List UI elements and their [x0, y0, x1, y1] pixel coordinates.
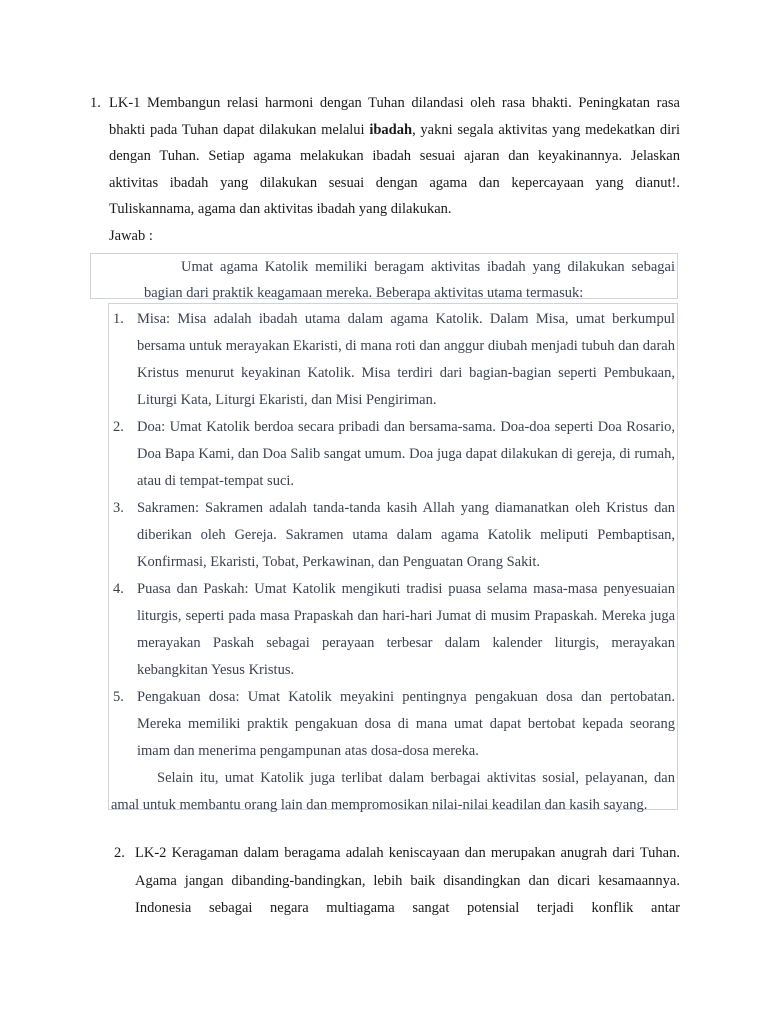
answer-intro-box: [90, 253, 678, 299]
answer-item-number: 4.: [113, 581, 124, 597]
answer-item-number: 2.: [113, 419, 124, 435]
answer-list: [113, 306, 675, 765]
answer-item-text: Puasa dan Paskah: Umat Katolik mengikuti tradisi puasa selama masa-masa penyesuaian liturgis, seperti pada masa Prapaskah dan hari-hari Jumat di musim Prapaskah. Mereka juga merayakan Paskah sebagai perayaan terbesar dalam kalender liturgis, merayakan kebangkitan Yesus Kristus.: [137, 581, 675, 678]
answer-list-item: [113, 306, 675, 414]
question-1-text-part2: , yakni segala aktivitas yang medekatkan diri dengan Tuhan. Setiap agama melakukan ibadah sesuai ajaran dan keyakinannya. Jelaskan aktivitas ibadah yang dilakukan sesuai dengan agama dan kepercayaan yang dianut!. Tuliskannama, agama dan aktivitas ibadah yang dilakukan.: [109, 121, 680, 217]
answer-closing-paragraph: Selain itu, umat Katolik juga terlibat dalam berbagai aktivitas sosial, pelayanan, dan amal untuk membantu orang lain dan mempromosikan nilai-nilai keadilan dan kasih sayang.: [111, 770, 675, 813]
question-2: [114, 840, 680, 923]
question-1-bold-term: ibadah: [369, 121, 413, 138]
answer-item-text: Sakramen: Sakramen adalah tanda-tanda kasih Allah yang diamanatkan oleh Kristus dan diberikan oleh Gereja. Sakramen utama dalam agama Katolik meliputi Pembaptisan, Konfirmasi, Ekaristi, Tobat, Perkawinan, dan Penguatan Orang Sakit.: [137, 500, 675, 570]
answer-intro-line-2: bagian dari praktik keagamaan mereka. Beberapa aktivitas utama termasuk:: [144, 285, 584, 301]
question-2-number: 2.: [114, 845, 125, 861]
answer-intro-line-1: Umat agama Katolik memiliki beragam aktivitas ibadah yang dilakukan sebagai: [181, 259, 675, 275]
answer-item-text: Pengakuan dosa: Umat Katolik meyakini pentingnya pengakuan dosa dan pertobatan. Mereka memiliki praktik pengakuan dosa di mana umat dapat bertobat kepada seorang imam dan menerima pengampunan atas dosa-dosa mereka.: [137, 689, 675, 759]
question-1-number: 1.: [90, 95, 101, 111]
answer-item-text: Doa: Umat Katolik berdoa secara pribadi dan bersama-sama. Doa-doa seperti Doa Rosario, Doa Bapa Kami, dan Doa Salib sangat umum. Doa juga dapat dilakukan di gereja, di rumah, atau di tempat-tempat suci.: [137, 419, 675, 489]
answer-item-number: 1.: [113, 311, 124, 327]
answer-list-item: [113, 495, 675, 576]
answer-item-number: 3.: [113, 500, 124, 516]
answer-list-item: [113, 576, 675, 684]
question-1: [90, 90, 680, 249]
question-2-text: LK-2 Keragaman dalam beragama adalah keniscayaan dan merupakan anugrah dari Tuhan. Agama jangan dibanding-bandingkan, lebih baik disandingkan dan dicari kesamaannya. Indonesia sebagai negara multiagama sangat potensial terjadi konflik antar: [135, 845, 680, 916]
answer-label: Jawab :: [109, 227, 153, 244]
answer-item-number: 5.: [113, 689, 124, 705]
question-1-text-part1: LK-1 Membangun relasi harmoni dengan Tuhan dilandasi oleh rasa bhakti. Peningkatan rasa bhakti pada Tuhan dapat dilakukan melalui: [109, 95, 680, 138]
answer-list-box: [108, 303, 678, 813]
answer-list-item: [113, 684, 675, 765]
question-1-text: [109, 90, 680, 223]
answer-list-item: [113, 414, 675, 495]
answer-item-text: Misa: Misa adalah ibadah utama dalam agama Katolik. Dalam Misa, umat berkumpul bersama untuk merayakan Ekaristi, di mana roti dan anggur diubah menjadi tubuh dan darah Kristus menurut keyakinan Katolik. Misa terdiri dari bagian-bagian seperti Pembukaan, Liturgi Kata, Liturgi Ekaristi, dan Misi Pengiriman.: [137, 311, 675, 408]
